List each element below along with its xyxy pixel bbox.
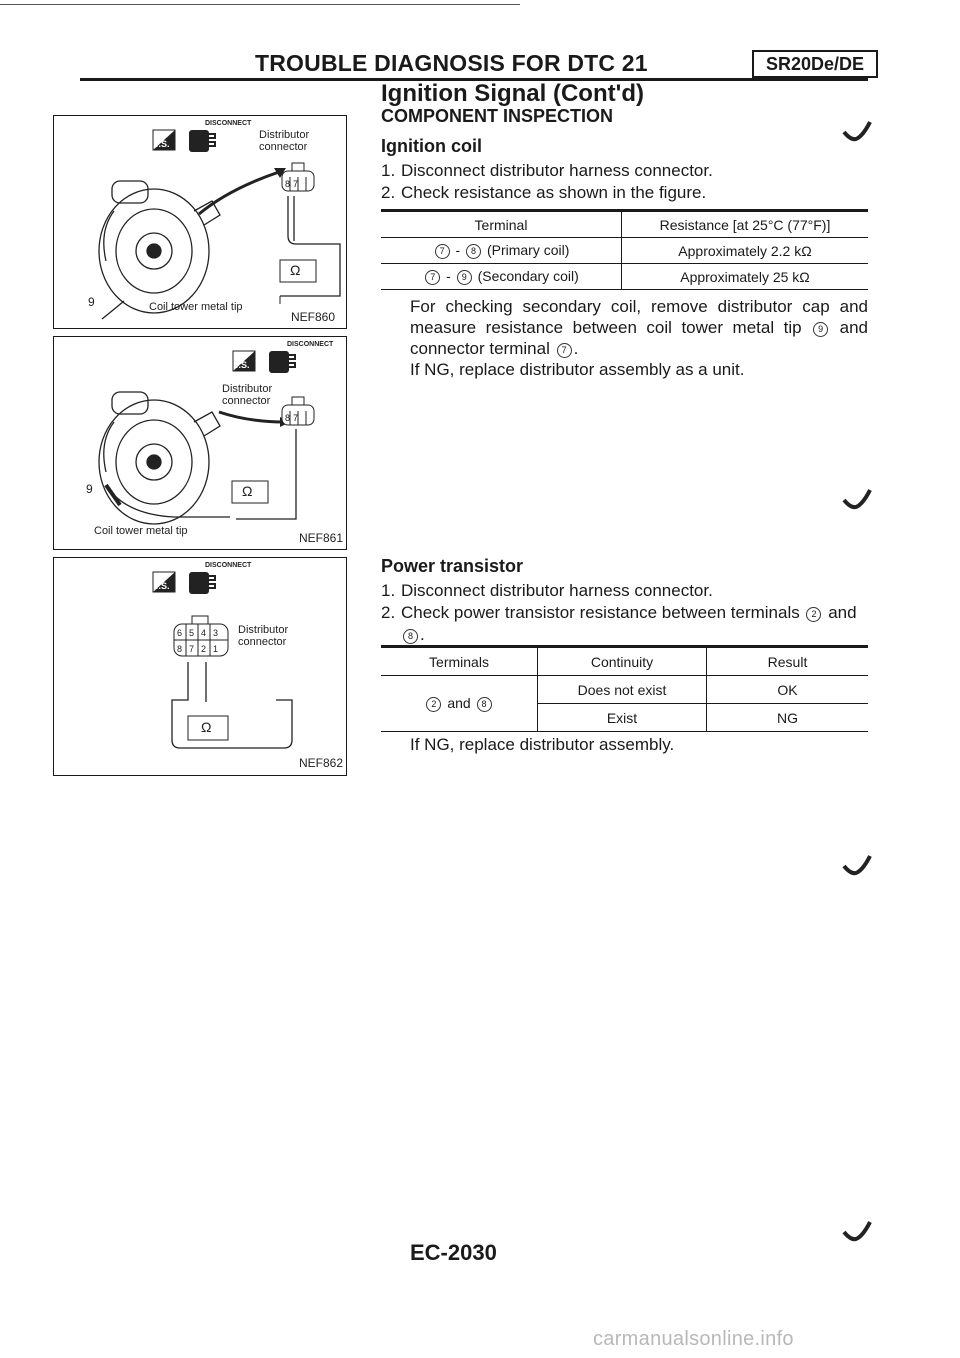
check-mark-icon (842, 118, 872, 142)
terminal-number: 2 (426, 697, 441, 712)
connector-pin: 1 (213, 644, 219, 654)
top-rule (0, 4, 520, 5)
tip-number: 9 (86, 482, 93, 496)
probe-wire (114, 495, 230, 517)
power-transistor-ng-note: If NG, replace distributor assembly. (410, 735, 675, 754)
connector-disconnect-icon (189, 572, 215, 594)
col-header-continuity: Continuity (538, 647, 707, 676)
table-header-row (381, 647, 868, 676)
component-inspection-heading: COMPONENT INSPECTION (381, 106, 614, 126)
terminal-number: 7 (435, 244, 450, 259)
terminal-label: (Secondary coil) (477, 268, 579, 284)
step-item: 2. Check resistance as shown in the figure. (381, 183, 707, 202)
figure-ref: NEF862 (299, 756, 344, 770)
engine-code-badge: SR20De/DE (752, 50, 878, 78)
table-row (381, 238, 868, 264)
col-header-result: Result (767, 653, 808, 670)
ohm-symbol: Ω (242, 483, 253, 499)
resistance-cell: Approximately 2.2 kΩ (678, 242, 812, 259)
col-header-terminal: Terminal (381, 211, 622, 238)
power-transistor-steps (381, 580, 868, 646)
continuity-cell: Does not exist (538, 676, 707, 704)
connector-pin: 6 (177, 628, 183, 638)
figure-ref: NEF861 (299, 531, 344, 545)
probe-wire (236, 429, 296, 519)
col-header-resistance: Resistance [at 25°C (77°F)] (659, 216, 831, 233)
terminal-number: 9 (813, 322, 828, 337)
continuity-table (381, 645, 868, 732)
terminal-number: 8 (466, 244, 481, 259)
table-row (381, 264, 868, 290)
terminal-number: 2 (806, 607, 821, 622)
terminal-number: 8 (477, 697, 492, 712)
terminal-label: (Primary coil) (486, 242, 570, 258)
arrow-to-connector (219, 412, 284, 422)
table-header-row (381, 211, 868, 238)
ohm-symbol: Ω (290, 262, 301, 278)
figure-diagram (54, 558, 346, 775)
distributor-body-drawing (99, 181, 220, 319)
connector-pin: 8 (285, 179, 291, 189)
connector-pin: 7 (189, 644, 195, 654)
figure-power-transistor: DISCONNECT T.S. Distributor connector 6 5 4 3 8 7 2 1 Ω NEF862 (53, 557, 347, 776)
result-cell: OK (707, 676, 869, 704)
terminal-number: 7 (557, 343, 572, 358)
page-header-title: TROUBLE DIAGNOSIS FOR DTC 21 (255, 50, 648, 76)
terminals-cell: 2 and 8 (381, 676, 538, 732)
step-item: 2. Check power transistor resistance between terminals 2 and 8 . (381, 603, 857, 644)
connector-pin: 4 (201, 628, 207, 638)
figure-diagram (54, 337, 346, 549)
connector-pin: 7 (293, 413, 299, 423)
connector-pin: 2 (201, 644, 207, 654)
step-item: 1. Disconnect distributor harness connector. (381, 581, 713, 600)
table-row (381, 676, 868, 704)
figure-ignition-coil-secondary: DISCONNECT T.S. Distributor connector 8 7 Ω 9 Coil tower metal tip NEF861 (53, 336, 347, 550)
probe-tip (106, 485, 120, 505)
figure-ref: NEF860 (291, 310, 336, 324)
continuity-cell: Exist (538, 704, 707, 732)
connector-pin: 7 (293, 179, 299, 189)
terminal-number: 9 (457, 270, 472, 285)
ignition-coil-heading: Ignition coil (381, 136, 482, 156)
resistance-cell: Approximately 25 kΩ (680, 268, 810, 285)
connector-pin: 5 (189, 628, 195, 638)
terminal-number: 7 (425, 270, 440, 285)
power-transistor-heading: Power transistor (381, 556, 524, 576)
tip-number: 9 (88, 295, 95, 309)
section-title: Ignition Signal (Cont'd) (381, 80, 644, 107)
ignition-coil-steps (381, 160, 713, 204)
result-cell: NG (707, 704, 869, 732)
terminal-cell: 7 - 8 (Primary coil) (381, 238, 622, 264)
connector-pin: 3 (213, 628, 219, 638)
connector-pin: 8 (177, 644, 183, 654)
figure-ignition-coil-primary: DISCONNECT T.S. Distributor connector 8 7 Ω 9 Coil tower metal tip NEF860 (53, 115, 347, 329)
connector-pin: 8 (285, 413, 291, 423)
step-item: 1. Disconnect distributor harness connector. (381, 161, 713, 180)
connector-disconnect-icon (269, 351, 295, 373)
check-mark-icon (842, 486, 872, 510)
arrow-to-connector (199, 172, 279, 214)
terminal-cell: 7 - 9 (Secondary coil) (381, 264, 622, 290)
ohm-symbol: Ω (201, 719, 212, 735)
secondary-coil-note: For checking secondary coil, remove distributor cap and measure resistance between coil tower metal tip 9 and connector terminal 7 . If NG, replace distributor assembly as a unit. (410, 297, 868, 379)
page-number: EC-2030 (410, 1240, 497, 1265)
check-mark-icon (842, 1218, 872, 1242)
resistance-table (381, 209, 868, 290)
col-header-terminals: Terminals (381, 647, 538, 676)
terminal-number: 8 (403, 629, 418, 644)
watermark: carmanualsonline.info (593, 1328, 794, 1350)
check-mark-icon (842, 852, 872, 876)
ng-note: If NG, replace distributor assembly as a unit. (410, 360, 745, 379)
connector-disconnect-icon (189, 130, 215, 152)
